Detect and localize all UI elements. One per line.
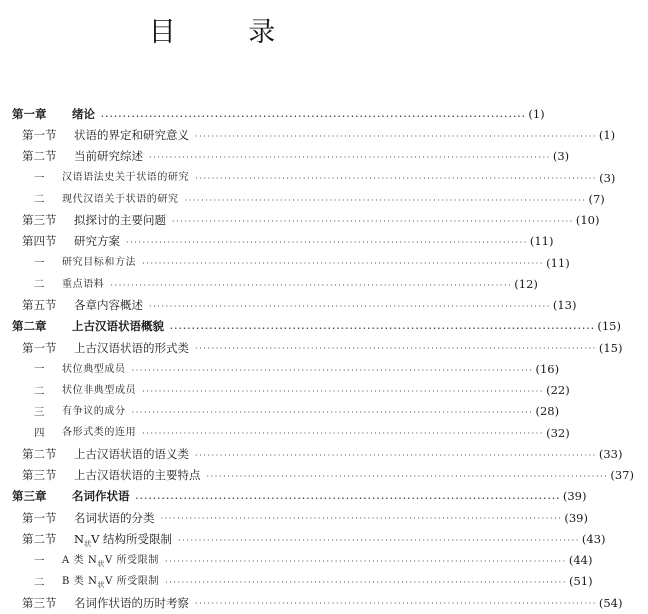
- entry-label: [22, 340, 189, 355]
- page-number: (3): [552, 149, 570, 164]
- dot-leader: ·································································································: [101, 110, 527, 121]
- entry-number: 第一节: [22, 510, 57, 525]
- toc-section-entry: [0, 444, 623, 465]
- dot-leader: ·································································································: [195, 599, 597, 609]
- page-number: (11): [529, 234, 554, 249]
- entry-label: [34, 258, 136, 269]
- toc-section-entry: [0, 210, 600, 231]
- page-number: (51): [568, 574, 593, 589]
- dot-leader: ·································································································: [135, 493, 561, 504]
- entry-title: 当前研究综述: [74, 149, 143, 164]
- entry-label: [22, 151, 143, 163]
- toc-section-entry: [0, 125, 616, 146]
- dot-leader: ·································································································: [165, 578, 567, 588]
- toc-subsection-entry: [0, 402, 560, 423]
- entry-number: 一: [34, 172, 45, 185]
- dot-leader: ·································································································: [178, 535, 580, 545]
- entry-title: [62, 576, 160, 590]
- toc-section-entry: [0, 593, 623, 614]
- entry-title-suffix: V 结构所受限制: [91, 531, 173, 546]
- entry-title-prefix: A 类 N: [62, 554, 98, 566]
- entry-title-suffix: V 所受限制: [104, 554, 159, 566]
- dot-leader: ·································································································: [160, 514, 563, 524]
- entry-title: 有争议的成分: [62, 406, 126, 418]
- entry-title: 名词状语的分类: [74, 510, 155, 525]
- toc-section-entry: [0, 465, 634, 486]
- toc-section-entry: [0, 508, 588, 529]
- entry-title: 现代汉语关于状语的研究: [62, 193, 179, 205]
- toc-section-entry: [0, 529, 606, 550]
- entry-label: [34, 556, 159, 567]
- entry-title: 状语的界定和研究意义: [74, 128, 189, 143]
- entry-label: [22, 470, 201, 482]
- entry-label: [12, 491, 130, 503]
- page-number: (12): [514, 276, 538, 291]
- entry-label: [22, 531, 173, 548]
- toc-chapter-entry: [0, 317, 621, 338]
- entry-label: [22, 446, 189, 461]
- page-number: (33): [598, 446, 623, 461]
- dot-leader: ·································································································: [195, 174, 598, 184]
- entry-title: 上古汉语状语的形式类: [74, 340, 189, 355]
- entry-number: 四: [34, 427, 45, 440]
- page-number: (1): [528, 106, 545, 121]
- entry-label: [34, 577, 159, 588]
- entry-title-subscript: 状: [97, 581, 106, 590]
- toc-subsection-entry: [0, 274, 538, 295]
- entry-number: 三: [34, 405, 45, 418]
- entry-number: 第二章: [12, 319, 47, 334]
- entry-title: [74, 531, 173, 548]
- page-number: (39): [564, 510, 588, 525]
- entry-label: [12, 106, 95, 121]
- entry-number: 第三节: [22, 595, 57, 610]
- toc-subsection-entry: [0, 572, 593, 593]
- dot-leader: ·································································································: [195, 131, 597, 141]
- dot-leader: ·································································································: [164, 556, 567, 566]
- entry-label: [34, 407, 126, 418]
- entry-number: 第一章: [12, 106, 47, 121]
- entry-number: 第五节: [22, 298, 57, 313]
- entry-number: 第三节: [22, 213, 57, 228]
- page-number: (54): [598, 595, 623, 610]
- entry-number: 二: [34, 384, 45, 397]
- toc-subsection-entry: [0, 380, 570, 401]
- entry-number: 第二节: [22, 149, 57, 164]
- dot-leader: ·································································································: [142, 259, 545, 269]
- entry-label: [22, 595, 189, 610]
- toc-section-entry: [0, 232, 554, 253]
- entry-number: 一: [34, 257, 45, 270]
- table-of-contents: [0, 104, 634, 614]
- entry-title: 上古汉语状语的语义类: [74, 446, 189, 461]
- dot-leader: ·································································································: [184, 195, 587, 205]
- dot-leader: ·································································································: [195, 344, 597, 354]
- entry-number: 第二节: [22, 446, 57, 461]
- entry-label: [22, 215, 166, 227]
- entry-title: [62, 556, 159, 566]
- toc-section-entry: [0, 147, 570, 168]
- entry-number: 第二节: [22, 531, 57, 546]
- page-number: (10): [575, 213, 600, 228]
- entry-title: 名词作状语的历时考察: [74, 595, 189, 610]
- dot-leader: ·································································································: [131, 408, 534, 418]
- page-number: (28): [535, 404, 560, 419]
- entry-title: 研究目标和方法: [62, 257, 137, 269]
- entry-title: 研究方案: [74, 234, 120, 249]
- entry-label: [34, 386, 136, 397]
- page-number: (11): [546, 255, 570, 270]
- page-number: (22): [546, 383, 570, 398]
- entry-label: [22, 300, 143, 312]
- dot-leader: ·································································································: [149, 153, 551, 163]
- dot-leader: ·································································································: [195, 450, 597, 460]
- toc-subsection-entry: [0, 189, 605, 210]
- page-number: (39): [562, 489, 587, 504]
- entry-number: 二: [34, 193, 45, 206]
- entry-label: [22, 510, 155, 525]
- entry-number: 二: [34, 575, 45, 588]
- entry-number: 第一节: [22, 128, 57, 143]
- toc-subsection-entry: [0, 359, 560, 380]
- entry-label: [22, 130, 189, 142]
- entry-title: 重点语料: [62, 278, 105, 290]
- entry-title: 上古汉语状语的主要特点: [74, 468, 201, 483]
- entry-number: 第三节: [22, 468, 57, 483]
- entry-label: [34, 173, 189, 184]
- entry-label: [34, 279, 104, 290]
- entry-number: 第三章: [12, 489, 47, 504]
- dot-leader: ·································································································: [170, 323, 596, 334]
- dot-leader: ·································································································: [149, 301, 551, 311]
- page-number: (3): [599, 170, 616, 185]
- page-number: (7): [588, 191, 605, 206]
- toc-subsection-entry: [0, 168, 616, 189]
- dot-leader: ·································································································: [110, 280, 513, 290]
- entry-number: 第四节: [22, 234, 57, 249]
- entry-label: [22, 236, 120, 248]
- entry-title: 各章内容概述: [74, 298, 143, 313]
- dot-leader: ·································································································: [131, 365, 534, 375]
- entry-title: 状位非典型成员: [62, 384, 137, 396]
- toc-chapter-entry: [0, 104, 545, 125]
- entry-title: 状位典型成员: [62, 363, 126, 375]
- entry-title: 上古汉语状语概貌: [72, 319, 164, 334]
- toc-chapter-entry: [0, 487, 587, 508]
- page-number: (32): [546, 425, 570, 440]
- entry-label: [34, 194, 179, 205]
- entry-number: 一: [34, 554, 45, 567]
- entry-label: [34, 364, 126, 375]
- toc-subsection-entry: [0, 550, 593, 571]
- entry-title: 各形式类的连用: [62, 427, 137, 439]
- entry-title: 绪论: [72, 106, 95, 121]
- toc-subsection-entry: [0, 253, 570, 274]
- page-number: (1): [598, 128, 616, 143]
- entry-number: 第一节: [22, 340, 57, 355]
- entry-title-subscript: 状: [97, 559, 105, 568]
- entry-title-suffix: V 所受限制: [105, 576, 160, 588]
- entry-label: [12, 321, 164, 333]
- dot-leader: ·································································································: [172, 216, 574, 226]
- page-number: (16): [535, 361, 560, 376]
- entry-title-prefix: B 类 N: [62, 576, 98, 588]
- page-number: (13): [552, 298, 577, 313]
- page-number: (37): [610, 468, 634, 483]
- entry-label: [34, 428, 136, 439]
- entry-title-prefix: N: [74, 531, 85, 546]
- page-title: 目 录: [148, 17, 308, 48]
- page-number: (15): [598, 340, 623, 355]
- dot-leader: ·································································································: [142, 386, 545, 396]
- dot-leader: ·································································································: [126, 238, 528, 248]
- page-number: (43): [581, 531, 606, 546]
- entry-title: 汉语语法史关于状语的研究: [62, 172, 190, 184]
- toc-subsection-entry: [0, 423, 570, 444]
- entry-title: 拟探讨的主要问题: [74, 213, 166, 228]
- toc-section-entry: [0, 338, 623, 359]
- toc-section-entry: [0, 295, 577, 316]
- entry-title-subscript: 状: [84, 539, 92, 548]
- page-number: (15): [597, 319, 621, 334]
- dot-leader: ·································································································: [206, 471, 609, 481]
- entry-number: 二: [34, 278, 45, 291]
- dot-leader: ·································································································: [142, 429, 545, 439]
- entry-title: 名词作状语: [72, 489, 130, 504]
- page-number: (44): [568, 553, 593, 568]
- entry-number: 一: [34, 363, 45, 376]
